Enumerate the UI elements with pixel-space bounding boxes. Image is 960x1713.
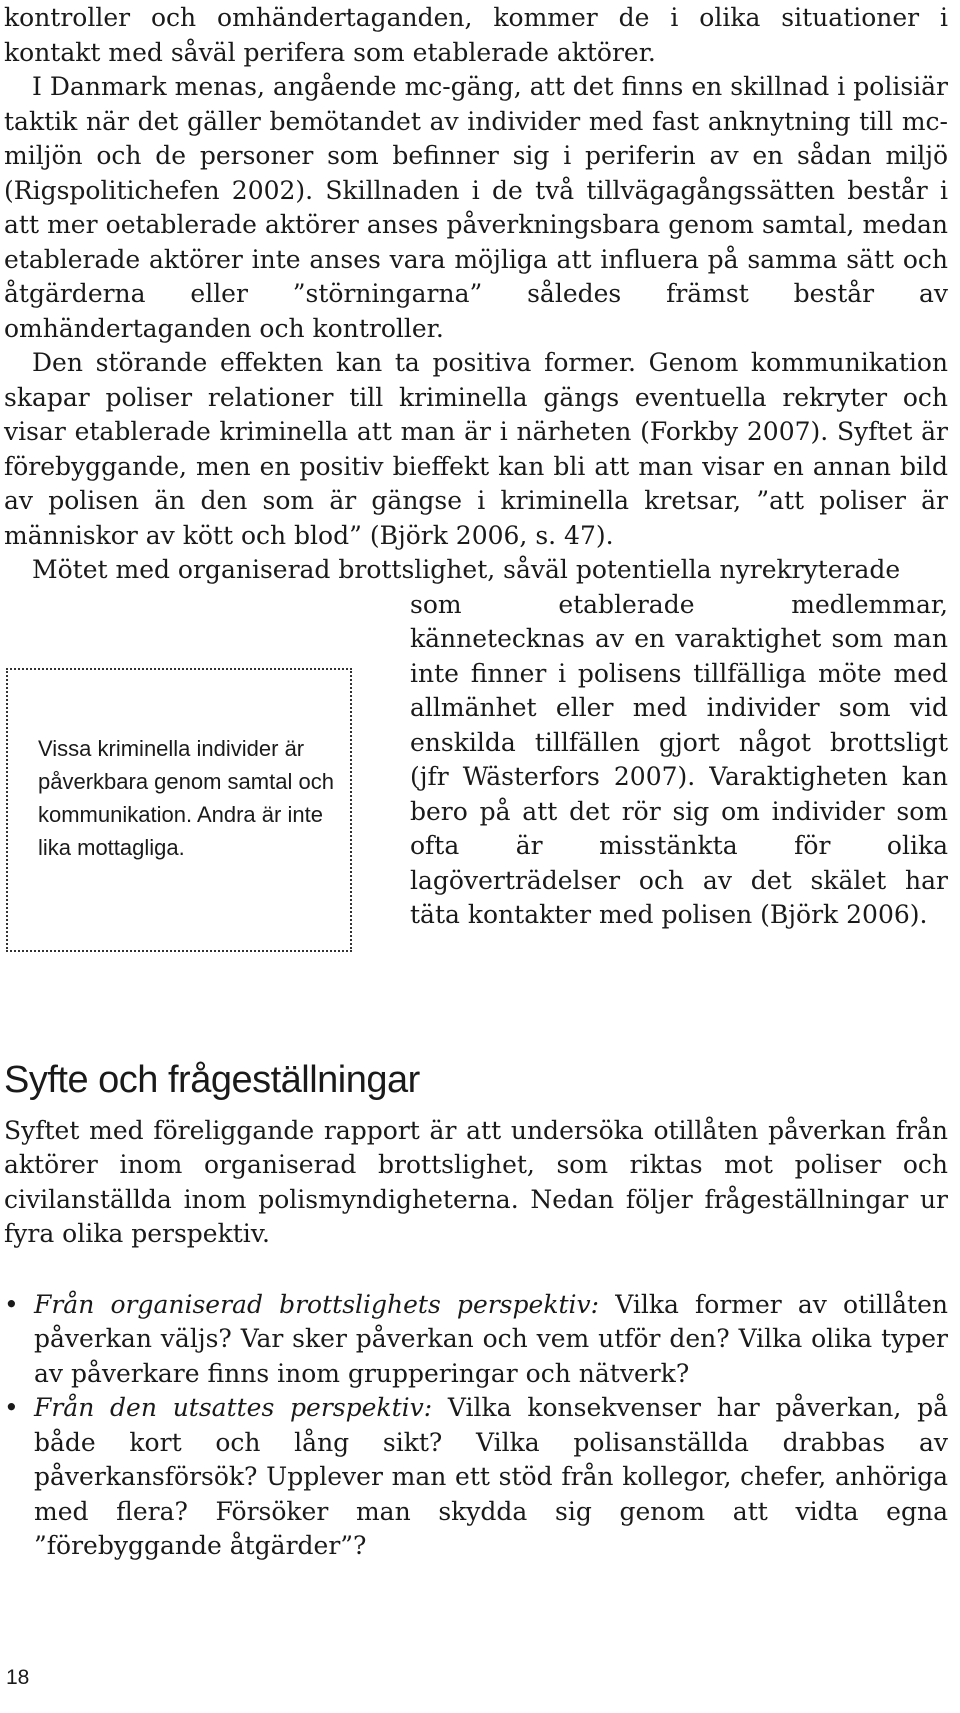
list-item-text: Vilka former av otillåten påverkan väljs? Var sker påverkan och vem utför den? Vilka olika typer av påverkare finns inom grupperingar och nätverk? — [34, 1289, 948, 1388]
list-item-lead: Från den utsattes perspektiv: — [34, 1393, 433, 1422]
callout-column — [4, 588, 410, 1008]
callout-box — [6, 668, 352, 952]
paragraph-denmark: I Danmark menas, angående mc-gäng, att det finns en skillnad i polisiär taktik när det gäller bemötandet av individer med fast anknytning till mc-miljön och de personer som befinner sig i periferin av en sådan miljö (Rigspolitichefen 2002). Skillnaden i de två tillvägagångssätten består i att mer oetablerade aktörer anses påverkningsbara genom samtal, medan etablerade aktörer inte anses vara möjliga att influera på samma sätt och åtgärderna eller ”störningarna” således främst består av omhändertaganden och kontroller. — [4, 72, 948, 343]
question-list — [4, 1288, 948, 1564]
section-intro: Syftet med föreliggande rapport är att undersöka otillåten påverkan från aktörer inom organiserad brottslighet, som riktas mot poliser och civilanställda inom polismyndigheterna. Nedan följer frågeställningar ur fyra olika perspektiv. — [4, 1115, 948, 1248]
list-item — [4, 1391, 948, 1564]
bullet-icon: • — [4, 1393, 19, 1422]
paragraph-continuation: kontroller och omhändertaganden, kommer de i olika situationer i kontakt med såväl perifera som etablerade aktörer. — [4, 3, 948, 67]
callout-text: Vissa kriminella individer är påverkbara genom samtal och kommunikation. Andra är inte lika mottagliga. — [38, 735, 334, 860]
page-number: 18 — [6, 1666, 30, 1689]
list-item-lead: Från organiserad brottslighets perspektiv: — [34, 1289, 600, 1319]
list-item-text: Vilka konsekvenser har påverkan, på både kort och lång sikt? Vilka polisanställda drabbas av påverkansförsök? Upplever man ett stöd från kollegor, chefer, anhöriga med flera? Försöker man skydda sig genom att vidta egna ”förebyggande åtgärder”? — [34, 1393, 948, 1560]
list-item — [4, 1288, 948, 1392]
paragraph-meeting-start: Mötet med organiserad brottslighet, såväl potentiella nyrekryterade — [32, 555, 901, 584]
bullet-icon: • — [4, 1289, 19, 1319]
document-page — [4, 0, 948, 1564]
callout-section — [4, 588, 948, 1008]
section-heading: Syfte och frågeställningar — [4, 1058, 420, 1101]
paragraph-meeting-continued: som etablerade medlemmar, kännetecknas av en varaktighet som man inte finner i polisens tillfälliga möte med allmänhet eller med individer som vid enskilda tillfällen gjort något brottsligt (jfr Wästerfors 2007). Varaktigheten kan bero på att det rör sig om individer som ofta är misstänkta för olika lagöverträdelser och av det skälet har täta kontakter med polisen (Björk 2006). — [410, 589, 948, 929]
paragraph-disruptive-effect: Den störande effekten kan ta positiva former. Genom kommunikation skapar poliser relationer till kriminella gängs eventuella rekryter och visar etablerade kriminella att man är i närheten (Forkby 2007). Syftet är förebyggande, men en positiv bieffekt kan bli att man visar en annan bild av polisen än den som är gängse i kriminella kretsar, ”att poliser är människor av kött och blod” (Björk 2006, s. 47). — [4, 348, 948, 550]
